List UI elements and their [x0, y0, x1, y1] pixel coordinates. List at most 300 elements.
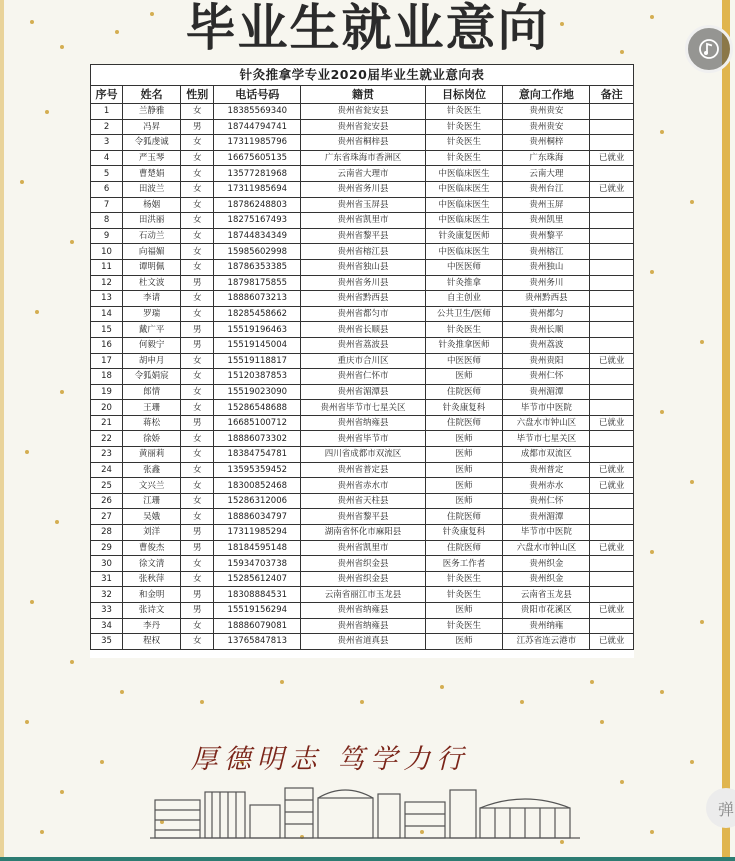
table-body — [91, 104, 634, 650]
table-cell: 女 — [181, 306, 214, 322]
table-cell: 中医临床医生 — [425, 181, 503, 197]
table-cell: 李丹 — [123, 618, 181, 634]
school-motto: 厚德明志 笃学力行 — [190, 744, 470, 775]
table-cell: 23 — [91, 447, 123, 463]
gold-dot — [700, 620, 704, 624]
table-cell: 贵州凯里 — [503, 213, 590, 229]
table-cell: 男 — [181, 525, 214, 541]
table-cell: 18886073302 — [214, 431, 301, 447]
table-cell: 贵州省织金县 — [301, 571, 425, 587]
table-row — [91, 400, 634, 416]
table-cell: 贵州省天柱县 — [301, 493, 425, 509]
table-cell: 贵州省凯里市 — [301, 540, 425, 556]
column-header: 姓名 — [123, 86, 181, 104]
table-cell: 贵州省长顺县 — [301, 322, 425, 338]
table-cell: 贵州省凯里市 — [301, 213, 425, 229]
table-cell — [590, 104, 634, 120]
table-cell — [590, 493, 634, 509]
table-cell: 针灸医生 — [425, 587, 503, 603]
table-cell — [590, 197, 634, 213]
gold-dot — [40, 830, 44, 834]
table-cell — [590, 571, 634, 587]
table-cell: 医师 — [425, 603, 503, 619]
table-cell: 18275167493 — [214, 213, 301, 229]
table-cell: 贵州省荔波县 — [301, 337, 425, 353]
table-row — [91, 259, 634, 275]
table-row — [91, 478, 634, 494]
table-cell — [590, 587, 634, 603]
table-cell: 女 — [181, 462, 214, 478]
table-cell: 王珊 — [123, 400, 181, 416]
table-cell: 何毅宁 — [123, 337, 181, 353]
table-row — [91, 384, 634, 400]
table-cell: 女 — [181, 384, 214, 400]
table-cell: 张诗文 — [123, 603, 181, 619]
table-cell: 郎情 — [123, 384, 181, 400]
table-cell — [590, 275, 634, 291]
gold-dot — [30, 600, 34, 604]
table-cell: 女 — [181, 259, 214, 275]
table-cell: 贵州台江 — [503, 181, 590, 197]
table-cell: 15519196463 — [214, 322, 301, 338]
table-cell: 贵州省黎平县 — [301, 509, 425, 525]
table-cell — [590, 306, 634, 322]
table-cell: 女 — [181, 369, 214, 385]
table-cell: 18744834349 — [214, 228, 301, 244]
table-cell: 已就业 — [590, 603, 634, 619]
table-cell: 贵阳市花溪区 — [503, 603, 590, 619]
table-cell: 贵州省黔西县 — [301, 291, 425, 307]
table-row — [91, 447, 634, 463]
table-row — [91, 462, 634, 478]
table-cell: 贵州荔波 — [503, 337, 590, 353]
table-cell: 15285612407 — [214, 571, 301, 587]
table-cell — [590, 618, 634, 634]
column-header: 备注 — [590, 86, 634, 104]
column-header: 电话号码 — [214, 86, 301, 104]
table-cell: 贵州省独山县 — [301, 259, 425, 275]
table-cell: 女 — [181, 244, 214, 260]
table-cell: 女 — [181, 447, 214, 463]
table-row — [91, 353, 634, 369]
table-cell: 24 — [91, 462, 123, 478]
table-cell: 湖南省怀化市麻阳县 — [301, 525, 425, 541]
table-cell: 医师 — [425, 462, 503, 478]
table-cell: 贵州织金 — [503, 571, 590, 587]
table-cell: 贵州省瓮安县 — [301, 104, 425, 120]
table-cell — [590, 166, 634, 182]
table-cell: 住院医师 — [425, 509, 503, 525]
table-cell: 蒋松 — [123, 415, 181, 431]
table-cell — [590, 119, 634, 135]
table-cell: 男 — [181, 415, 214, 431]
table-cell — [590, 259, 634, 275]
table-cell — [590, 322, 634, 338]
table-cell: 已就业 — [590, 478, 634, 494]
table-cell: 女 — [181, 181, 214, 197]
table-cell: 贵州务川 — [503, 275, 590, 291]
table-cell: 14 — [91, 306, 123, 322]
table-cell: 男 — [181, 322, 214, 338]
table-cell: 13765847813 — [214, 634, 301, 650]
gold-dot — [60, 390, 64, 394]
table-cell: 男 — [181, 540, 214, 556]
table-cell: 贵州省玉屏县 — [301, 197, 425, 213]
gold-dot — [700, 340, 704, 344]
table-cell: 已就业 — [590, 634, 634, 650]
table-cell: 贵州省务川县 — [301, 275, 425, 291]
table-header-row — [91, 86, 634, 104]
table-cell: 22 — [91, 431, 123, 447]
gold-dot — [690, 760, 694, 764]
table-cell — [590, 509, 634, 525]
table-row — [91, 275, 634, 291]
table-cell: 住院医师 — [425, 384, 503, 400]
table-cell: 吴娥 — [123, 509, 181, 525]
table-cell: 曹俊杰 — [123, 540, 181, 556]
gold-dot — [20, 180, 24, 184]
table-cell: 贵州省务川县 — [301, 181, 425, 197]
table-cell — [590, 556, 634, 572]
table-cell: 26 — [91, 493, 123, 509]
table-cell: 贵州黔西县 — [503, 291, 590, 307]
table-cell: 李请 — [123, 291, 181, 307]
table-cell — [590, 213, 634, 229]
table-cell: 32 — [91, 587, 123, 603]
table-cell: 云南省玉龙县 — [503, 587, 590, 603]
table-cell: 针灸医生 — [425, 322, 503, 338]
gold-dot — [660, 410, 664, 414]
table-cell: 29 — [91, 540, 123, 556]
table-cell: 15286312006 — [214, 493, 301, 509]
table-cell: 杜文波 — [123, 275, 181, 291]
table-row — [91, 228, 634, 244]
table-cell: 六盘水市钟山区 — [503, 415, 590, 431]
table-cell: 针灸推拿 — [425, 275, 503, 291]
table-cell: 向福媚 — [123, 244, 181, 260]
table-cell: 3 — [91, 135, 123, 151]
table-row — [91, 634, 634, 650]
table-cell: 25 — [91, 478, 123, 494]
table-cell: 贵州织金 — [503, 556, 590, 572]
table-cell: 21 — [91, 415, 123, 431]
table-cell: 18886079081 — [214, 618, 301, 634]
table-cell: 女 — [181, 197, 214, 213]
gold-dot — [690, 200, 694, 204]
table-cell: 公共卫生/医师 — [425, 306, 503, 322]
table-cell: 广东珠海 — [503, 150, 590, 166]
table-cell: 女 — [181, 135, 214, 151]
table-cell: 15934703738 — [214, 556, 301, 572]
table-cell: 贵州省都匀市 — [301, 306, 425, 322]
table-cell: 15519156294 — [214, 603, 301, 619]
table-cell: 住院医师 — [425, 540, 503, 556]
gold-dot — [200, 700, 204, 704]
gold-dot — [520, 700, 524, 704]
table-cell: 女 — [181, 556, 214, 572]
music-note-icon[interactable] — [685, 25, 733, 73]
table-cell: 15985602998 — [214, 244, 301, 260]
table-cell: 17311985294 — [214, 525, 301, 541]
table-cell: 广东省珠海市香洲区 — [301, 150, 425, 166]
table-cell: 贵州省纳雍县 — [301, 618, 425, 634]
table-cell: 18786248803 — [214, 197, 301, 213]
table-row — [91, 509, 634, 525]
gold-dot — [600, 720, 604, 724]
table-cell: 田洪丽 — [123, 213, 181, 229]
table-row — [91, 618, 634, 634]
table-cell: 贵州仁怀 — [503, 493, 590, 509]
table-cell: 18786353385 — [214, 259, 301, 275]
table-cell: 云南省大理市 — [301, 166, 425, 182]
table-cell: 四川省成都市双流区 — [301, 447, 425, 463]
table-cell: 贵州榕江 — [503, 244, 590, 260]
table-cell: 针灸医生 — [425, 571, 503, 587]
table-row — [91, 587, 634, 603]
table-cell: 贵州湄潭 — [503, 384, 590, 400]
table-cell: 贵州省毕节市 — [301, 431, 425, 447]
table-cell: 6 — [91, 181, 123, 197]
table-cell: 女 — [181, 634, 214, 650]
table-cell — [590, 337, 634, 353]
table-cell: 35 — [91, 634, 123, 650]
table-cell: 女 — [181, 353, 214, 369]
table-cell: 15 — [91, 322, 123, 338]
right-gold-border — [722, 0, 730, 861]
gold-dot — [650, 830, 654, 834]
table-cell: 江珊 — [123, 493, 181, 509]
table-cell: 中医临床医生 — [425, 244, 503, 260]
table-cell: 18384754781 — [214, 447, 301, 463]
table-row — [91, 306, 634, 322]
table-cell: 医师 — [425, 478, 503, 494]
column-header: 目标岗位 — [425, 86, 503, 104]
gold-dot — [650, 270, 654, 274]
table-cell: 女 — [181, 166, 214, 182]
table-cell: 贵州省毕节市七星关区 — [301, 400, 425, 416]
column-header: 籍贯 — [301, 86, 425, 104]
table-cell: 程权 — [123, 634, 181, 650]
table-cell: 18300852468 — [214, 478, 301, 494]
table-cell: 刘洋 — [123, 525, 181, 541]
table-cell: 贵州黎平 — [503, 228, 590, 244]
gold-dot — [70, 240, 74, 244]
table-cell: 女 — [181, 213, 214, 229]
gold-dot — [690, 480, 694, 484]
table-cell: 贵州省瓮安县 — [301, 119, 425, 135]
table-row — [91, 415, 634, 431]
table-row — [91, 104, 634, 120]
table-row — [91, 135, 634, 151]
table-cell — [590, 400, 634, 416]
table-cell: 针灸医生 — [425, 150, 503, 166]
column-header: 序号 — [91, 86, 123, 104]
table-cell: 医师 — [425, 493, 503, 509]
table-cell — [590, 244, 634, 260]
table-cell: 31 — [91, 571, 123, 587]
table-cell: 罗瑞 — [123, 306, 181, 322]
table-cell: 男 — [181, 603, 214, 619]
gold-dot — [660, 690, 664, 694]
table-cell: 徐文清 — [123, 556, 181, 572]
table-cell: 医师 — [425, 634, 503, 650]
table-cell: 贵州独山 — [503, 259, 590, 275]
table-cell: 已就业 — [590, 415, 634, 431]
table-cell — [590, 135, 634, 151]
table-cell: 贵州纳雍 — [503, 618, 590, 634]
gold-dot — [100, 760, 104, 764]
table-row — [91, 213, 634, 229]
table-cell: 18886034797 — [214, 509, 301, 525]
table-cell: 中医临床医生 — [425, 166, 503, 182]
table-cell: 15286548688 — [214, 400, 301, 416]
table-cell: 17311985694 — [214, 181, 301, 197]
table-caption: 针灸推拿学专业2020届毕业生就业意向表 — [91, 65, 634, 86]
left-gold-border — [0, 0, 4, 861]
gold-dot — [650, 550, 654, 554]
table-cell: 贵州贵阳 — [503, 353, 590, 369]
music-note-glyph — [698, 38, 720, 60]
table-cell: 贵州省桐梓县 — [301, 135, 425, 151]
table-cell: 胡申月 — [123, 353, 181, 369]
table-cell: 19 — [91, 384, 123, 400]
table-cell: 28 — [91, 525, 123, 541]
table-cell: 医师 — [425, 447, 503, 463]
table-cell: 六盘水市钟山区 — [503, 540, 590, 556]
table-cell: 1 — [91, 104, 123, 120]
table-cell: 15519118817 — [214, 353, 301, 369]
table-cell: 18308884531 — [214, 587, 301, 603]
table-cell: 2 — [91, 119, 123, 135]
table-cell: 女 — [181, 291, 214, 307]
table-cell: 贵州省仁怀市 — [301, 369, 425, 385]
table-row — [91, 119, 634, 135]
table-cell: 女 — [181, 400, 214, 416]
table-cell: 女 — [181, 571, 214, 587]
table-cell: 10 — [91, 244, 123, 260]
table-row — [91, 197, 634, 213]
table-cell: 毕节市中医院 — [503, 400, 590, 416]
table-cell: 自主创业 — [425, 291, 503, 307]
table-cell: 4 — [91, 150, 123, 166]
table-cell: 男 — [181, 119, 214, 135]
table-cell: 针灸医生 — [425, 618, 503, 634]
side-float-button[interactable]: 弹 — [706, 788, 735, 828]
table-cell: 针灸康复科 — [425, 400, 503, 416]
table-cell — [590, 291, 634, 307]
table-cell: 贵州玉屏 — [503, 197, 590, 213]
table-cell: 中医医师 — [425, 259, 503, 275]
table-cell: 8 — [91, 213, 123, 229]
table-cell: 医师 — [425, 431, 503, 447]
table-cell: 女 — [181, 104, 214, 120]
table-cell: 33 — [91, 603, 123, 619]
table-cell: 针灸医生 — [425, 135, 503, 151]
table-cell: 18 — [91, 369, 123, 385]
table-cell: 云南大理 — [503, 166, 590, 182]
table-cell: 17311985796 — [214, 135, 301, 151]
table-cell: 曹楚娟 — [123, 166, 181, 182]
table-cell: 医务工作者 — [425, 556, 503, 572]
table-row — [91, 291, 634, 307]
table-row — [91, 493, 634, 509]
table-row — [91, 181, 634, 197]
table-cell: 27 — [91, 509, 123, 525]
table-cell: 已就业 — [590, 353, 634, 369]
table-cell: 女 — [181, 509, 214, 525]
gold-dot — [360, 700, 364, 704]
gold-dot — [280, 680, 284, 684]
table-row — [91, 540, 634, 556]
table-cell: 重庆市合川区 — [301, 353, 425, 369]
gold-dot — [70, 660, 74, 664]
table-cell: 女 — [181, 228, 214, 244]
table-cell: 贵州省纳雍县 — [301, 603, 425, 619]
table-cell: 女 — [181, 431, 214, 447]
table-row — [91, 166, 634, 182]
table-cell: 贵州省榕江县 — [301, 244, 425, 260]
table-cell: 16675605135 — [214, 150, 301, 166]
table-cell: 贵州普定 — [503, 462, 590, 478]
table-row — [91, 150, 634, 166]
gold-dot — [590, 680, 594, 684]
table-cell: 田波兰 — [123, 181, 181, 197]
gold-dot — [35, 310, 39, 314]
table-row — [91, 603, 634, 619]
table-cell: 贵州省赤水市 — [301, 478, 425, 494]
gold-dot — [45, 110, 49, 114]
table-cell: 7 — [91, 197, 123, 213]
gold-dot — [60, 790, 64, 794]
table-cell: 5 — [91, 166, 123, 182]
table-cell: 贵州省湄潭县 — [301, 384, 425, 400]
table-cell: 13577281968 — [214, 166, 301, 182]
table-cell — [590, 369, 634, 385]
table-cell: 贵州省纳雍县 — [301, 415, 425, 431]
table-cell: 令狐虔诚 — [123, 135, 181, 151]
table-cell: 13 — [91, 291, 123, 307]
gold-dot — [55, 520, 59, 524]
table-cell: 和金明 — [123, 587, 181, 603]
gold-dot — [440, 685, 444, 689]
table-cell: 30 — [91, 556, 123, 572]
table-cell: 20 — [91, 400, 123, 416]
table-cell: 毕节市七星关区 — [503, 431, 590, 447]
table-cell: 贵州桐梓 — [503, 135, 590, 151]
table-cell: 江苏省连云港市 — [503, 634, 590, 650]
table-cell: 女 — [181, 478, 214, 494]
table-cell: 15519023090 — [214, 384, 301, 400]
table-cell: 贵州贵安 — [503, 104, 590, 120]
table-cell: 贵州湄潭 — [503, 509, 590, 525]
table-cell: 18385569340 — [214, 104, 301, 120]
table-cell: 男 — [181, 587, 214, 603]
table-cell: 15519145004 — [214, 337, 301, 353]
table-cell: 针灸医生 — [425, 119, 503, 135]
table-cell: 谭明佩 — [123, 259, 181, 275]
table-row — [91, 337, 634, 353]
table-cell: 15120387853 — [214, 369, 301, 385]
table-cell: 贵州贵安 — [503, 119, 590, 135]
campus-skyline-illustration — [150, 780, 580, 840]
table-cell: 11 — [91, 259, 123, 275]
table-cell: 医师 — [425, 369, 503, 385]
table-cell: 贵州赤水 — [503, 478, 590, 494]
column-header: 意向工作地 — [503, 86, 590, 104]
table-cell: 18798175855 — [214, 275, 301, 291]
table-row — [91, 369, 634, 385]
table-cell: 针灸推拿医师 — [425, 337, 503, 353]
